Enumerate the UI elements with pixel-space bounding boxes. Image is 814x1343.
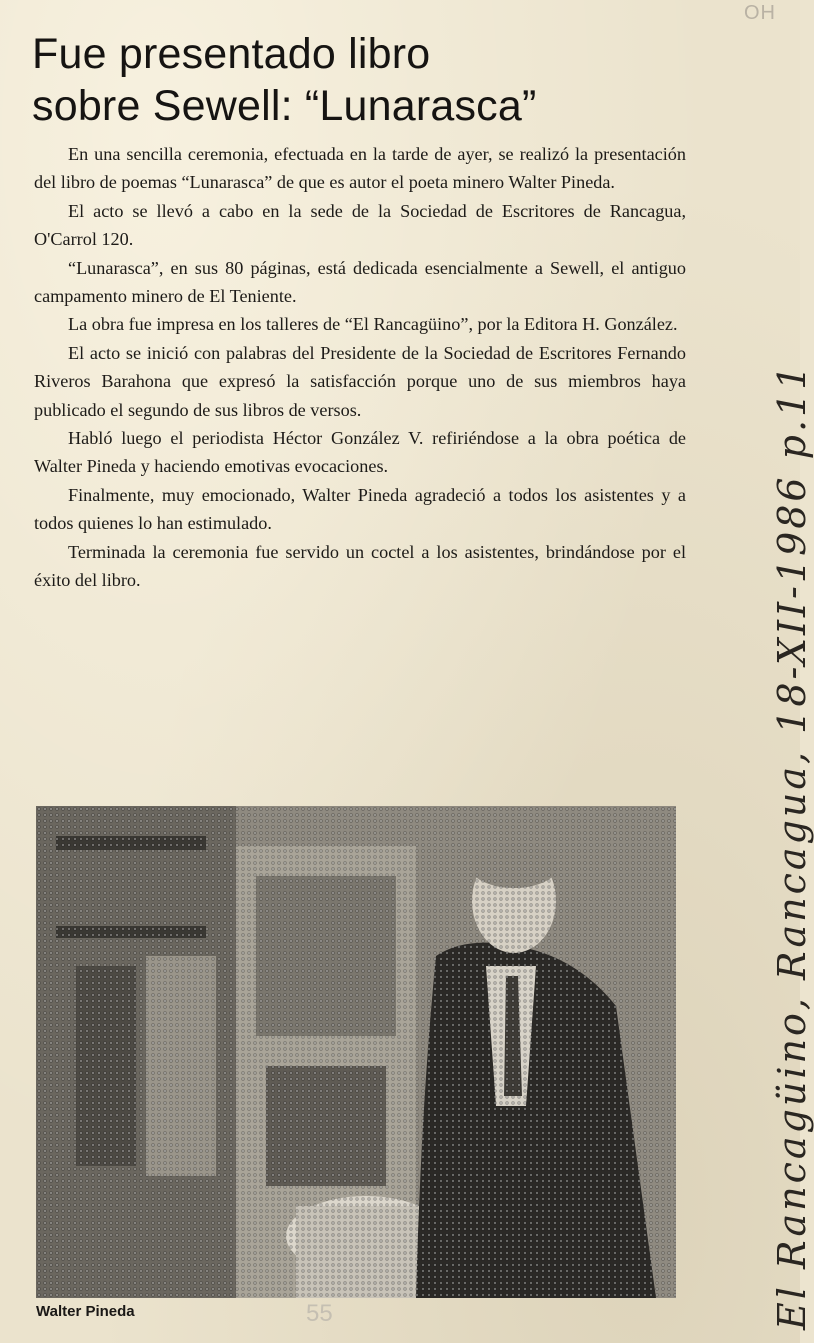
page-mark: 55 [306, 1300, 333, 1327]
article-paragraph: Finalmente, muy emocionado, Walter Pineda agradeció a todos los asistentes y a todos quienes lo han estimulado. [34, 484, 686, 534]
article-paragraph: La obra fue impresa en los talleres de “El Rancagüino”, por la Editora H. González. [68, 314, 678, 335]
photo-caption: Walter Pineda [36, 1303, 135, 1320]
article-paragraph: El acto se llevó a cabo en la sede de la Sociedad de Escritores de Rancagua, O'Carrol 120. [34, 200, 686, 250]
headline-line-2: sobre Sewell: “Lunarasca” [32, 82, 537, 130]
article-paragraph: Habló luego el periodista Héctor González V. refiriéndose a la obra poética de Walter Pineda y haciendo emotivas evocaciones. [34, 428, 686, 477]
halftone-photo [36, 806, 676, 1298]
article-paragraph: El acto se inició con palabras del Presidente de la Sociedad de Escritores Fernando Riveros Barahona que expresó la satisfacción porque uno de sus miembros haya publicado el segundo de sus libros de versos. [34, 342, 686, 420]
article-paragraph: “Lunarasca”, en sus 80 páginas, está dedicada esencialmente a Sewell, el antiguo campamento minero de El Teniente. [34, 257, 686, 307]
article-body [34, 140, 686, 595]
headline [32, 28, 712, 132]
corner-archive-mark: OH [744, 2, 776, 24]
article-paragraph: En una sencilla ceremonia, efectuada en la tarde de ayer, se realizó la presentación del libro de poemas “Lunarasca” de que es autor el poeta minero Walter Pineda. [34, 144, 686, 193]
portrait-image [36, 806, 676, 1298]
article-paragraph: Terminada la ceremonia fue servido un coctel a los asistentes, brindándose por el éxito del libro. [34, 541, 686, 591]
handwritten-source-note: El Rancagüino, Rancagua, 18-XII-1986 p.11 [770, 362, 814, 1330]
headline-line-1: Fue presentado libro [32, 30, 431, 78]
